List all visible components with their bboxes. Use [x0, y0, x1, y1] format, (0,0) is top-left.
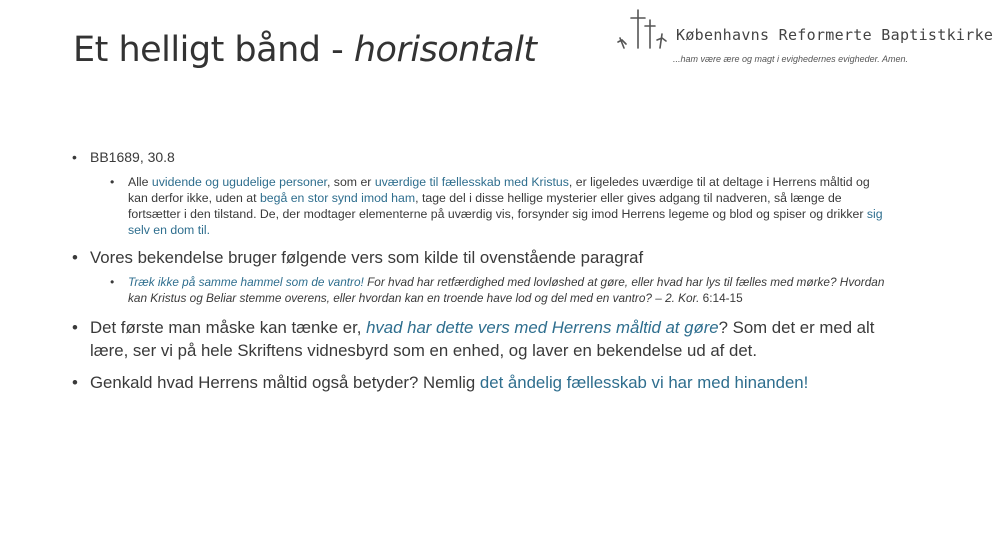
text-segment: Alle [128, 175, 152, 189]
highlight-segment: sig selv en dom til. [128, 207, 883, 237]
bullet-confession-source: • Vores bekendelse bruger følgende vers som kilde til ovenstående paragraf [72, 246, 892, 269]
slide-title [73, 30, 537, 70]
highlight-segment: uvidende og ugudelige personer [151, 175, 327, 189]
text-segment: ? Som det er med alt lære, ser vi på hele Skriftens vidnesbyrd som en enhed, og laver en bekendelse ud af det. [90, 318, 875, 360]
church-logo [616, 6, 993, 66]
title-main: Et helligt bånd - [73, 30, 354, 70]
text-segment: , som er [326, 175, 375, 189]
bullet-confession-text [110, 174, 892, 238]
text-segment: For hvad har retfærdighed med lovløshed at gøre, eller hvad har lys til fælles med mørke? Hvordan kan Kristus og Beliar stemme overens, eller hvordan kan en troende have lod og del med en vantro? – 2. Kor. [128, 275, 885, 305]
text-segment: , tage del i disse hellige mysterier eller gives adgang til nadveren, så længe de fortsætter i den tilstand. De, der modtager elementerne på uværdig vis, forsynder sig imod Herrens legeme og blod og spiser og drikker [128, 191, 867, 221]
highlight-segment: uværdige til fællesskab med Kristus [374, 175, 569, 189]
bullet-first-thought [72, 316, 892, 362]
highlight-segment: det åndelig fællesskab vi har med hinanden! [479, 373, 809, 392]
church-name: Københavns Reformerte Baptistkirke [676, 26, 993, 44]
highlight-segment: begå en stor synd imod ham [259, 191, 416, 205]
highlight-segment: hvad har dette vers med Herrens måltid at gøre [366, 318, 719, 337]
text-segment: , er ligeledes uværdige til at deltage i Herrens måltid og kan derfor ikke, uden at [128, 175, 870, 205]
bullet-bb1689: • BB1689, 30.8 [72, 148, 892, 166]
scripture-reference: 6:14-15 [702, 290, 743, 305]
church-motto: ...ham være ære og magt i evighedernes evigheder. Amen. [673, 54, 908, 64]
title-italic: horisontalt [353, 30, 537, 70]
cross-icon [616, 8, 672, 52]
slide-content [72, 148, 892, 394]
bullet-scripture-quote [110, 275, 892, 306]
text-segment: Det første man måske kan tænke er, [90, 318, 367, 337]
bullet-recall [72, 371, 892, 394]
highlight-segment: Træk ikke på samme hammel som de vantro! [128, 275, 364, 289]
text-segment: Genkald hvad Herrens måltid også betyder? Nemlig [90, 373, 480, 392]
